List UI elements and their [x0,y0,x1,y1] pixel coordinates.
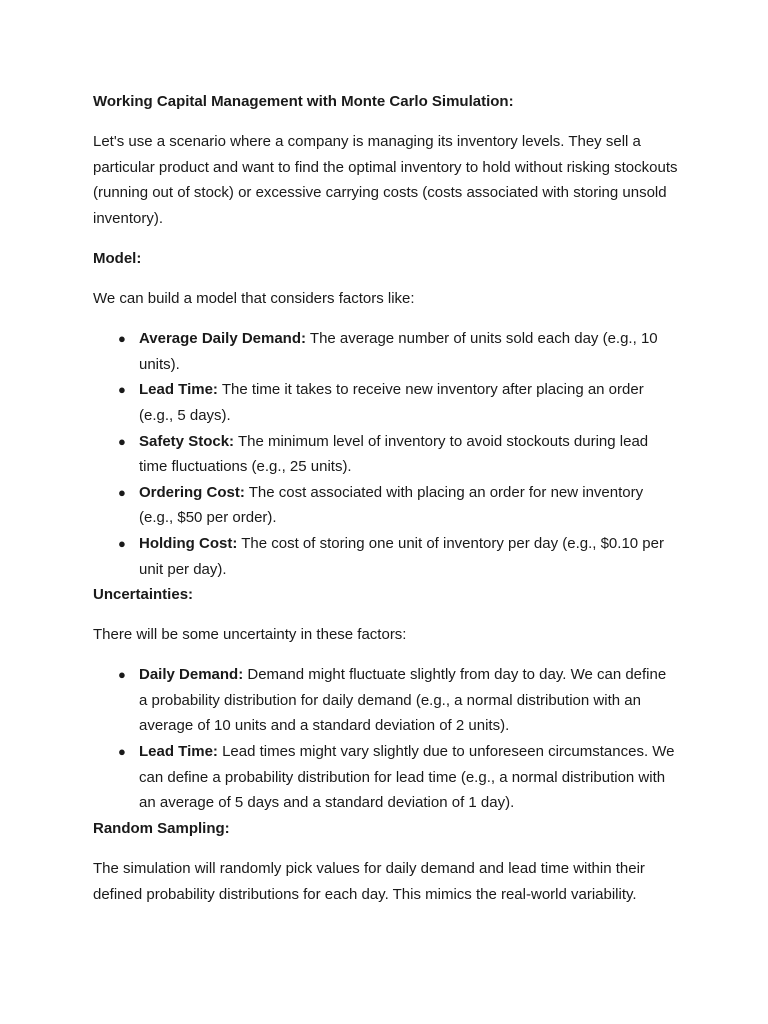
intro-paragraph: Let's use a scenario where a company is managing its inventory levels. They sell a particular product and want to find the optimal inventory to hold without risking stockouts (running out of stock) or excessive carrying costs (costs associated with storing unsold inventory). [93,133,678,227]
list-item [118,480,678,531]
bullet-icon: ● [118,382,126,398]
document-page [93,89,678,907]
list-item [118,377,678,428]
uncertainties-lead: There will be some uncertainty in these factors: [93,626,407,644]
bullet-icon: ● [118,535,126,551]
list-item-term: Average Daily Demand: [139,330,307,348]
sampling-paragraph: The simulation will randomly pick values for daily demand and lead time within their defined probability distributions for each day. This mimics the real-world variability. [93,859,645,903]
sampling-heading: Random Sampling: [93,819,230,837]
uncertainties-heading: Uncertainties: [93,586,194,604]
bullet-icon: ● [118,484,126,500]
list-item-term: Daily Demand: [139,666,244,684]
bullet-icon: ● [118,331,126,347]
list-item [118,429,678,480]
list-item-term: Lead Time: [139,743,218,761]
list-item-text: The average number of units sold each day (e.g., 10 units). [139,330,658,373]
list-item-text: The minimum level of inventory to avoid stockouts during lead time fluctuations (e.g., 25 units). [139,432,649,476]
bullet-icon: ● [118,744,126,760]
list-item [118,326,678,377]
model-factor-list [93,326,678,582]
list-item-text: The cost of storing one unit of inventory per day (e.g., $0.10 per unit per day). [139,534,664,578]
document-title: Working Capital Management with Monte Carlo Simulation: [93,93,514,110]
list-item-term: Safety Stock: [139,432,235,450]
bullet-icon: ● [118,667,126,683]
list-item-term: Lead Time: [139,381,218,399]
list-item [118,662,678,739]
list-item [118,739,678,816]
model-heading: Model: [93,249,142,267]
list-item-term: Ordering Cost: [139,483,245,501]
list-item-text: The cost associated with placing an order for new inventory (e.g., $50 per order). [139,483,644,527]
list-item [118,531,678,582]
uncertainty-list [93,662,678,816]
bullet-icon: ● [118,433,126,449]
model-lead: We can build a model that considers factors like: [93,290,415,308]
list-item-text: Demand might fluctuate slightly from day to day. We can define a probability distribution for daily demand (e.g., a normal distribution with an average of 10 units and a standard deviation of 2 units). [139,666,667,735]
list-item-text: Lead times might vary slightly due to unforeseen circumstances. We can define a probability distribution for lead time (e.g., a normal distribution with an average of 5 days and a standard deviation of 1 day). [139,743,675,812]
list-item-term: Holding Cost: [139,534,238,552]
list-item-text: The time it takes to receive new inventory after placing an order (e.g., 5 days). [139,381,644,424]
